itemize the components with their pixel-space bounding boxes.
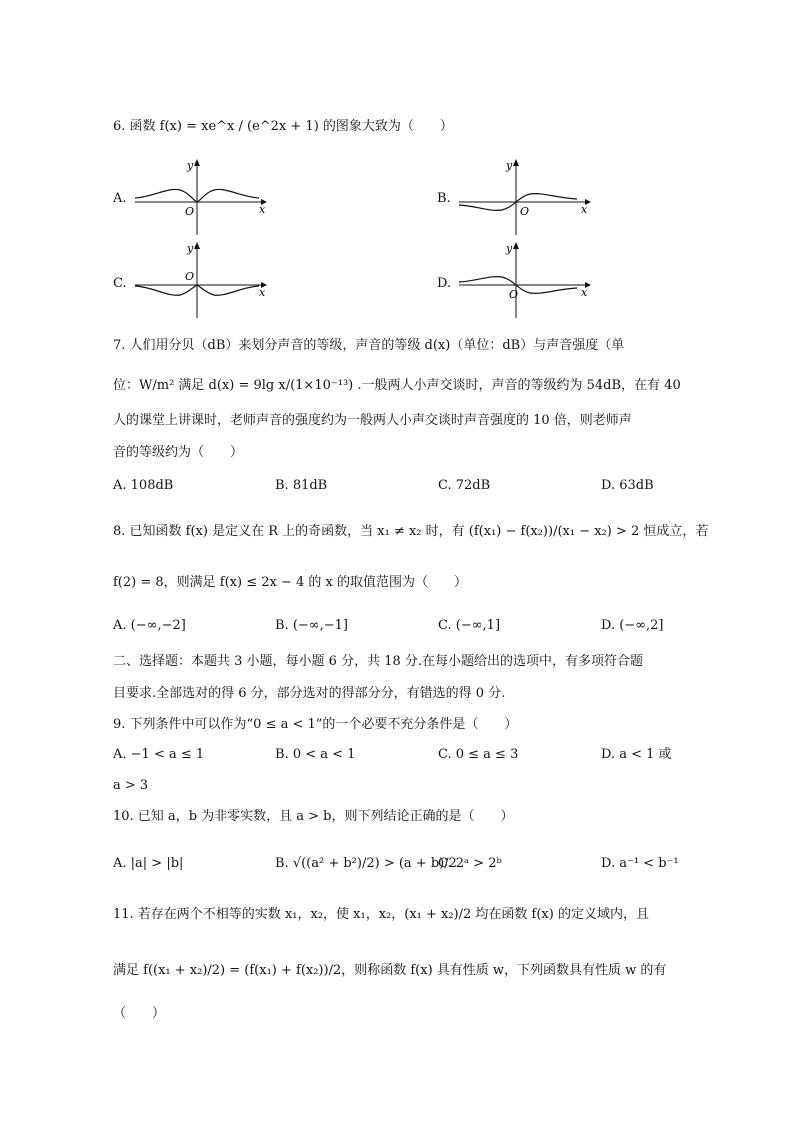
q9-stem: 9. 下列条件中可以作为“0 ≤ a < 1”的一个必要不充分条件是（ ）: [113, 717, 518, 732]
origin-label: O: [185, 270, 195, 283]
q10-stem: 10. 已知 a，b 为非零实数，且 a > b，则下列结论正确的是（ ）: [113, 809, 514, 824]
x-label: x: [259, 286, 266, 299]
q9-option-b[interactable]: B. 0 < a < 1: [275, 747, 356, 762]
q6-option-d-label[interactable]: D.: [437, 276, 452, 291]
q6-graph-d[interactable]: [457, 240, 597, 320]
q6-graph-a[interactable]: [133, 157, 273, 237]
q11-line3: （ ）: [113, 1006, 166, 1021]
origin-label: O: [509, 288, 519, 301]
q6-option-c-label[interactable]: C.: [113, 276, 127, 291]
y-label: y: [187, 159, 194, 172]
y-label: y: [506, 242, 513, 255]
q6-graph-b[interactable]: [457, 157, 597, 237]
q6-stem: 6. 函数 f(x) = xe^x / (e^2x + 1) 的图象大致为（ ）: [113, 119, 453, 134]
q7-option-b[interactable]: B. 81dB: [275, 478, 328, 493]
q9-option-d-cont: a > 3: [113, 778, 149, 793]
x-label: x: [581, 203, 588, 216]
x-label: x: [259, 203, 266, 216]
q7-line2: 位：W/m² 满足 d(x) = 9lg x/(1×10⁻¹³) .一般两人小声交谈时，声音的等级约为 54dB，在有 40: [113, 378, 681, 393]
q11-line1: 11. 若存在两个不相等的实数 x₁，x₂，使 x₁，x₂，(x₁ + x₂)/2 均在函数 f(x) 的定义域内，且: [113, 907, 649, 922]
section2-line1: 二、选择题：本题共 3 小题，每小题 6 分，共 18 分.在每小题给出的选项中，有多项符合题: [113, 654, 644, 669]
q9-option-d[interactable]: D. a < 1 或: [601, 747, 672, 762]
q7-line4: 音的等级约为（ ）: [113, 445, 244, 460]
q7-option-d[interactable]: D. 63dB: [601, 478, 654, 493]
q8-option-d[interactable]: D. (−∞,2]: [601, 618, 664, 633]
q8-option-a[interactable]: A. (−∞,−2]: [113, 618, 186, 633]
q10-option-d[interactable]: D. a⁻¹ < b⁻¹: [601, 856, 679, 871]
q9-option-a[interactable]: A. −1 < a ≤ 1: [113, 747, 205, 762]
q8-option-b[interactable]: B. (−∞,−1]: [275, 618, 348, 633]
origin-label: O: [185, 205, 195, 218]
q7-option-c[interactable]: C. 72dB: [438, 478, 491, 493]
y-label: y: [187, 242, 194, 255]
q7-option-a[interactable]: A. 108dB: [113, 478, 174, 493]
q10-option-b[interactable]: B. √((a² + b²)/2) > (a + b)/2: [275, 856, 457, 871]
q9-option-c[interactable]: C. 0 ≤ a ≤ 3: [438, 747, 519, 762]
q7-line3: 人的课堂上讲课时，老师声音的强度约为一般两人小声交谈时声音强度的 10 倍，则老师声: [113, 413, 632, 428]
q10-option-a[interactable]: A. |a| > |b|: [113, 856, 184, 871]
q6-option-a-label[interactable]: A.: [113, 191, 127, 206]
q8-line1: 8. 已知函数 f(x) 是定义在 R 上的奇函数，当 x₁ ≠ x₂ 时，有 (f(x₁) − f(x₂))/(x₁ − x₂) > 2 恒成立，若: [113, 524, 709, 539]
section2-line2: 目要求.全部选对的得 6 分，部分选对的得部分分，有错选的得 0 分.: [113, 686, 506, 701]
q8-option-c[interactable]: C. (−∞,1]: [438, 618, 501, 633]
q6-graph-c[interactable]: [133, 240, 273, 320]
origin-label: O: [520, 205, 530, 218]
y-label: y: [506, 159, 513, 172]
x-label: x: [581, 286, 588, 299]
q10-option-c[interactable]: C. 2ᵃ > 2ᵇ: [438, 856, 502, 871]
q8-line2: f(2) = 8，则满足 f(x) ≤ 2x − 4 的 x 的取值范围为（ ）: [113, 575, 467, 590]
q6-option-b-label[interactable]: B.: [437, 191, 451, 206]
q7-line1: 7. 人们用分贝（dB）来划分声音的等级，声音的等级 d(x)（单位：dB）与声音强度（单: [113, 338, 625, 353]
q11-line2: 满足 f((x₁ + x₂)/2) = (f(x₁) + f(x₂))/2，则称函数 f(x) 具有性质 w，下列函数具有性质 w 的有: [113, 963, 667, 978]
